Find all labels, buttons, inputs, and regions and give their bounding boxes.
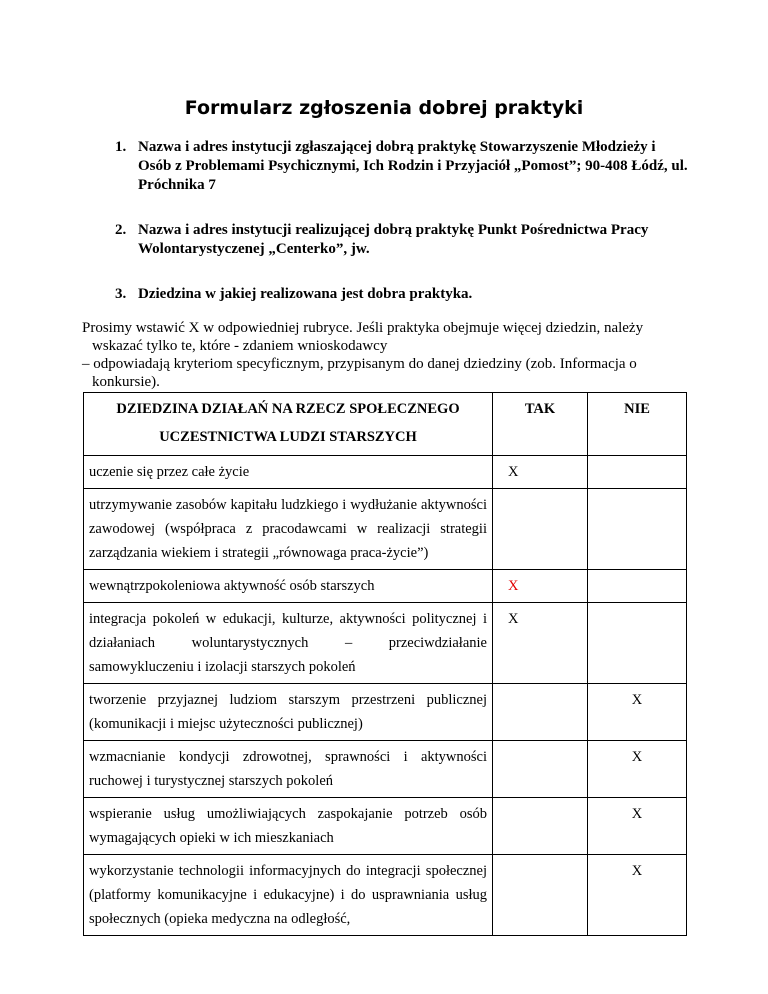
tak-cell[interactable]: X: [493, 603, 588, 684]
question-number: 1.: [115, 139, 127, 155]
tak-cell[interactable]: X: [493, 570, 588, 603]
nie-cell[interactable]: X: [588, 855, 687, 936]
question-3: [115, 285, 690, 304]
tak-cell[interactable]: [493, 489, 588, 570]
table-header-row: [84, 393, 687, 456]
instructions-line: wskazać tylko te, które - zdaniem wnioskodawcy: [92, 338, 388, 354]
nie-cell[interactable]: [588, 489, 687, 570]
header-domain: DZIEDZINA DZIAŁAŃ NA RZECZ SPOŁECZNEGO UCZESTNICTWA LUDZI STARSZYCH: [84, 393, 493, 456]
table-row: [84, 741, 687, 798]
table-row: [84, 798, 687, 855]
table-row: [84, 570, 687, 603]
question-text: Nazwa i adres instytucji zgłaszającej dobrą praktykę Stowarzyszenie Młodzieży i Osób z Problemami Psychicznymi, Ich Rodzin i Przyjaciół „Pomost”; 90-408 Łódź, ul. Próchnika 7: [138, 139, 688, 193]
domain-cell: wzmacnianie kondycji zdrowotnej, sprawności i aktywności ruchowej i turystycznej starszych pokoleń: [84, 741, 493, 798]
question-number: 2.: [115, 222, 127, 238]
domain-cell: utrzymywanie zasobów kapitału ludzkiego i wydłużanie aktywności zawodowej (współpraca z pracodawcami w realizacji strategii zarządzania wiekiem i strategii „równowaga praca-życie”): [84, 489, 493, 570]
tak-cell[interactable]: [493, 855, 588, 936]
question-text: Dziedzina w jakiej realizowana jest dobra praktyka.: [138, 286, 473, 302]
tak-cell[interactable]: X: [493, 456, 588, 489]
question-1: [115, 138, 690, 195]
table-row: [84, 603, 687, 684]
table-row: [84, 456, 687, 489]
header-nie: NIE: [588, 393, 687, 456]
table-row: [84, 684, 687, 741]
tak-cell[interactable]: [493, 741, 588, 798]
nie-cell[interactable]: [588, 456, 687, 489]
instructions-line: konkursie).: [92, 374, 160, 390]
header-tak: TAK: [493, 393, 588, 456]
nie-cell[interactable]: [588, 603, 687, 684]
domain-cell: wspieranie usług umożliwiających zaspokajanie potrzeb osób wymagających opieki w ich mieszkaniach: [84, 798, 493, 855]
table-row: [84, 855, 687, 936]
question-2: [115, 221, 690, 259]
instructions: [82, 319, 712, 391]
domain-cell: wewnątrzpokoleniowa aktywność osób starszych: [84, 570, 493, 603]
domain-table: [83, 392, 687, 936]
domain-cell: uczenie się przez całe życie: [84, 456, 493, 489]
nie-cell[interactable]: X: [588, 741, 687, 798]
question-text: Nazwa i adres instytucji realizującej dobrą praktykę Punkt Pośrednictwa Pracy Wolontarystyczenej „Centerko”, jw.: [138, 222, 649, 257]
domain-cell: integracja pokoleń w edukacji, kulturze, aktywności politycznej i działaniach woluntarystycznych – przeciwdziałanie samowykluczeniu i izolacji starszych pokoleń: [84, 603, 493, 684]
nie-cell[interactable]: [588, 570, 687, 603]
question-number: 3.: [115, 286, 127, 302]
tak-cell[interactable]: [493, 798, 588, 855]
tak-cell[interactable]: [493, 684, 588, 741]
domain-cell: wykorzystanie technologii informacyjnych do integracji społecznej (platformy komunikacyjne i edukacyjne) i do usprawniania usług społecznych (opieka medyczna na odległość,: [84, 855, 493, 936]
table-row: [84, 489, 687, 570]
instructions-line: – odpowiadają kryteriom specyficznym, przypisanym do danej dziedziny (zob. Informacja o: [82, 356, 637, 372]
nie-cell[interactable]: X: [588, 798, 687, 855]
nie-cell[interactable]: X: [588, 684, 687, 741]
form-title: Formularz zgłoszenia dobrej praktyki: [184, 97, 584, 119]
instructions-line: Prosimy wstawić X w odpowiedniej rubryce. Jeśli praktyka obejmuje więcej dziedzin, należy: [82, 320, 644, 336]
domain-cell: tworzenie przyjaznej ludziom starszym przestrzeni publicznej (komunikacji i miejsc użyteczności publicznej): [84, 684, 493, 741]
